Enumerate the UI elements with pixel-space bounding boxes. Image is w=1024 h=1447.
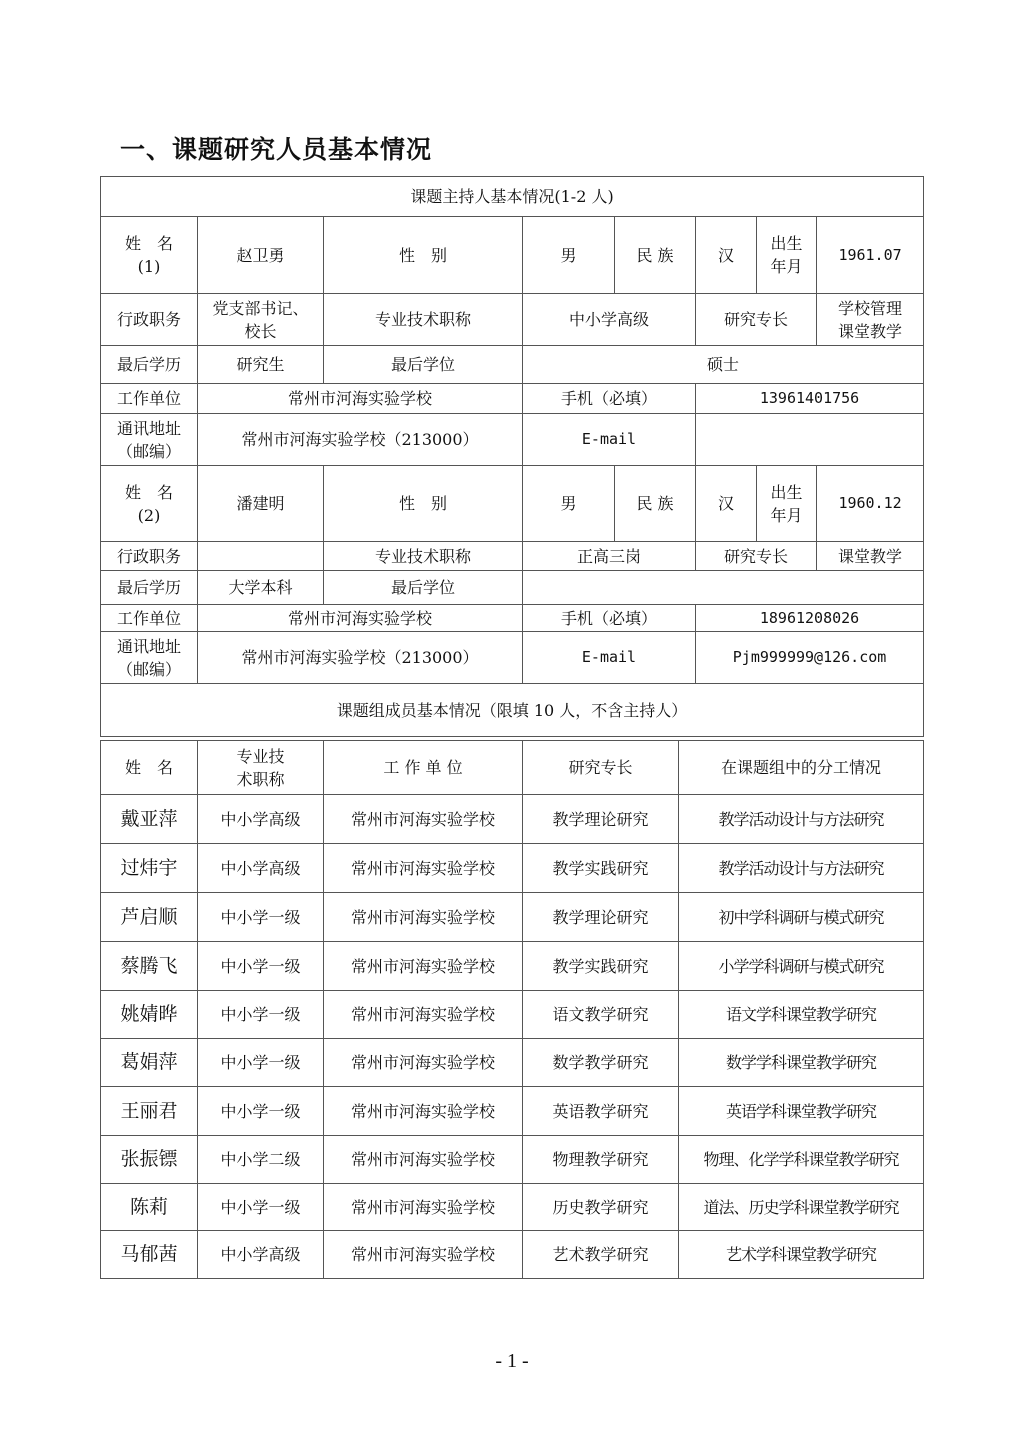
member-name: 张振镖 (101, 1136, 198, 1184)
member-role: 英语学科课堂教学研究 (679, 1087, 924, 1136)
member-name: 过炜宇 (101, 844, 198, 893)
birth-label: 出生 年月 (757, 217, 817, 294)
host-email: Pjm999999@126.com (696, 632, 924, 684)
member-name: 戴亚萍 (101, 795, 198, 844)
host-work-unit: 常州市河海实验学校 (198, 384, 523, 414)
host-1-basic-row (101, 217, 924, 294)
member-unit: 常州市河海实验学校 (324, 1184, 523, 1231)
member-row (101, 1184, 924, 1231)
member-row (101, 795, 924, 844)
member-role: 教学活动设计与方法研究 (679, 795, 924, 844)
host-table (100, 176, 924, 737)
member-row (101, 893, 924, 942)
email-label: E-mail (523, 632, 696, 684)
host-birth: 1960.12 (817, 466, 924, 542)
host-2-unit-row (101, 605, 924, 632)
host-section-title: 课题主持人基本情况(1-2 人) (101, 177, 924, 217)
member-name: 王丽君 (101, 1087, 198, 1136)
host-degree (523, 571, 924, 605)
member-unit-header: 工 作 单 位 (324, 741, 523, 795)
host-1-unit-row (101, 384, 924, 414)
host-admin-post: 党支部书记、 校长 (198, 294, 324, 346)
member-role: 物理、化学学科课堂教学研究 (679, 1136, 924, 1184)
address-label: 通讯地址 （邮编） (101, 632, 198, 684)
member-name: 葛娟萍 (101, 1039, 198, 1087)
host-name: 赵卫勇 (198, 217, 324, 294)
host-2-basic-row (101, 466, 924, 542)
member-unit: 常州市河海实验学校 (324, 942, 523, 991)
member-section-title: 课题组成员基本情况（限填 10 人，不含主持人） (101, 684, 924, 737)
member-unit: 常州市河海实验学校 (324, 991, 523, 1039)
member-unit: 常州市河海实验学校 (324, 844, 523, 893)
ethnicity-label: 民 族 (615, 466, 696, 542)
member-specialty: 教学理论研究 (523, 795, 679, 844)
member-unit: 常州市河海实验学校 (324, 795, 523, 844)
admin-post-label: 行政职务 (101, 542, 198, 571)
member-specialty: 历史教学研究 (523, 1184, 679, 1231)
member-name-header: 姓 名 (101, 741, 198, 795)
member-role: 数学学科课堂教学研究 (679, 1039, 924, 1087)
member-role-header: 在课题组中的分工情况 (679, 741, 924, 795)
host-prof-title: 中小学高级 (523, 294, 696, 346)
mobile-label: 手机（必填） (523, 384, 696, 414)
work-unit-label: 工作单位 (101, 384, 198, 414)
host-name: 潘建明 (198, 466, 324, 542)
name-label: 姓 名 (1) (101, 217, 198, 294)
host-ethnicity: 汉 (696, 217, 757, 294)
birth-label: 出生 年月 (757, 466, 817, 542)
host-prof-title: 正高三岗 (523, 542, 696, 571)
member-role: 教学活动设计与方法研究 (679, 844, 924, 893)
admin-post-label: 行政职务 (101, 294, 198, 346)
address-label: 通讯地址 （邮编） (101, 414, 198, 466)
member-role: 艺术学科课堂教学研究 (679, 1231, 924, 1279)
degree-label: 最后学位 (324, 346, 523, 384)
host-birth: 1961.07 (817, 217, 924, 294)
host-mobile: 18961208026 (696, 605, 924, 632)
member-title-header: 专业技 术职称 (198, 741, 324, 795)
prof-title-label: 专业技术职称 (324, 542, 523, 571)
host-work-unit: 常州市河海实验学校 (198, 605, 523, 632)
member-header-row (101, 741, 924, 795)
host-1-education-row (101, 346, 924, 384)
ethnicity-label: 民 族 (615, 217, 696, 294)
host-degree: 硕士 (523, 346, 924, 384)
member-name: 姚婧晔 (101, 991, 198, 1039)
member-title: 中小学一级 (198, 893, 324, 942)
member-row (101, 991, 924, 1039)
member-title: 中小学高级 (198, 844, 324, 893)
member-row (101, 942, 924, 991)
member-specialty: 艺术教学研究 (523, 1231, 679, 1279)
host-1-post-row (101, 294, 924, 346)
specialty-label: 研究专长 (696, 542, 817, 571)
member-table (100, 740, 924, 1279)
member-title: 中小学二级 (198, 1136, 324, 1184)
member-row (101, 1231, 924, 1279)
member-specialty: 英语教学研究 (523, 1087, 679, 1136)
member-specialty: 教学实践研究 (523, 942, 679, 991)
host-2-post-row (101, 542, 924, 571)
education-label: 最后学历 (101, 346, 198, 384)
host-education: 大学本科 (198, 571, 324, 605)
member-unit: 常州市河海实验学校 (324, 1136, 523, 1184)
gender-label: 性 别 (324, 466, 523, 542)
gender-label: 性 别 (324, 217, 523, 294)
host-admin-post (198, 542, 324, 571)
member-unit: 常州市河海实验学校 (324, 893, 523, 942)
member-name: 陈莉 (101, 1184, 198, 1231)
host-specialty: 课堂教学 (817, 542, 924, 571)
member-title: 中小学一级 (198, 991, 324, 1039)
member-title: 中小学高级 (198, 795, 324, 844)
member-role: 道法、历史学科课堂教学研究 (679, 1184, 924, 1231)
member-role: 小学学科调研与模式研究 (679, 942, 924, 991)
member-title: 中小学高级 (198, 1231, 324, 1279)
member-row (101, 1039, 924, 1087)
host-ethnicity: 汉 (696, 466, 757, 542)
member-title: 中小学一级 (198, 942, 324, 991)
degree-label: 最后学位 (324, 571, 523, 605)
education-label: 最后学历 (101, 571, 198, 605)
prof-title-label: 专业技术职称 (324, 294, 523, 346)
member-name: 马郁茜 (101, 1231, 198, 1279)
host-specialty: 学校管理 课堂教学 (817, 294, 924, 346)
host-gender: 男 (523, 466, 615, 542)
member-specialty-header: 研究专长 (523, 741, 679, 795)
member-row (101, 1087, 924, 1136)
member-specialty: 教学实践研究 (523, 844, 679, 893)
host-gender: 男 (523, 217, 615, 294)
member-name: 芦启顺 (101, 893, 198, 942)
host-address: 常州市河海实验学校（213000） (198, 414, 523, 466)
member-name: 蔡腾飞 (101, 942, 198, 991)
member-unit: 常州市河海实验学校 (324, 1231, 523, 1279)
mobile-label: 手机（必填） (523, 605, 696, 632)
email-label: E-mail (523, 414, 696, 466)
host-2-education-row (101, 571, 924, 605)
member-row (101, 1136, 924, 1184)
host-email (696, 414, 924, 466)
member-role: 语文学科课堂教学研究 (679, 991, 924, 1039)
section-heading: 一、课题研究人员基本情况 (120, 135, 433, 164)
host-1-address-row (101, 414, 924, 466)
name-label: 姓 名 (2) (101, 466, 198, 542)
member-title: 中小学一级 (198, 1184, 324, 1231)
host-education: 研究生 (198, 346, 324, 384)
work-unit-label: 工作单位 (101, 605, 198, 632)
member-title: 中小学一级 (198, 1087, 324, 1136)
member-unit: 常州市河海实验学校 (324, 1087, 523, 1136)
member-specialty: 语文教学研究 (523, 991, 679, 1039)
member-row (101, 844, 924, 893)
specialty-label: 研究专长 (696, 294, 817, 346)
member-title: 中小学一级 (198, 1039, 324, 1087)
member-unit: 常州市河海实验学校 (324, 1039, 523, 1087)
host-2-address-row (101, 632, 924, 684)
member-specialty: 数学教学研究 (523, 1039, 679, 1087)
member-specialty: 教学理论研究 (523, 893, 679, 942)
host-mobile: 13961401756 (696, 384, 924, 414)
member-specialty: 物理教学研究 (523, 1136, 679, 1184)
host-address: 常州市河海实验学校（213000） (198, 632, 523, 684)
page-number: - 1 - (495, 1350, 529, 1372)
member-role: 初中学科调研与模式研究 (679, 893, 924, 942)
